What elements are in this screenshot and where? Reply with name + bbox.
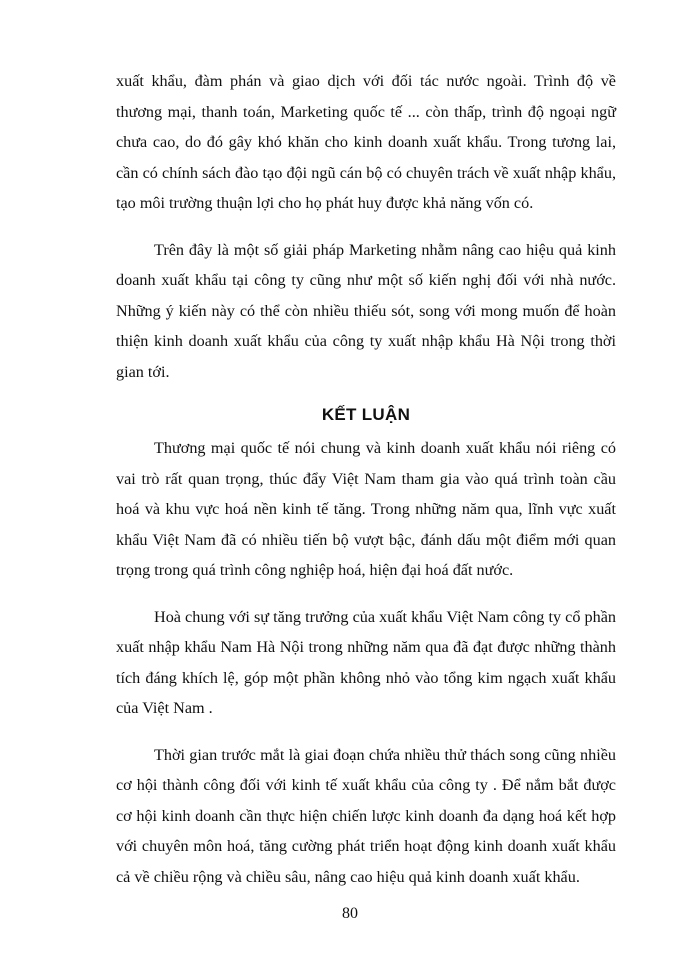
- conclusion-paragraph-3: Thời gian trước mắt là giai đoạn chứa nhiều thử thách song cũng nhiều cơ hội thành công đối với kinh tế xuất khẩu của công ty . Để nắm bắt được cơ hội kinh doanh cần thực hiện chiến lược kinh doanh đa dạng hoá kết hợp với chuyên môn hoá, tăng cường phát triển hoạt động kinh doanh xuất khẩu cả về chiều rộng và chiều sâu, nâng cao hiệu quả kinh doanh xuất khẩu.: [116, 745, 616, 886]
- conclusion-paragraph-2: Hoà chung với sự tăng trưởng của xuất khẩu Việt Nam công ty cổ phần xuất nhập khẩu Nam Hà Nội trong những năm qua đã đạt được những thành tích đáng khích lệ, góp một phần không nhỏ vào tổng kim ngạch xuất khẩu của Việt Nam .: [116, 607, 616, 717]
- continuation-paragraph: xuất khẩu, đàm phán và giao dịch với đối tác nước ngoài. Trình độ về thương mại, thanh toán, Marketing quốc tế ... còn thấp, trình độ ngoại ngữ chưa cao, do đó gây khó khăn cho kinh doanh xuất khẩu. Trong tương lai, cần có chính sách đào tạo đội ngũ cán bộ có chuyên trách về xuất nhập khẩu, tạo môi trường thuận lợi cho họ phát huy được khả năng vốn có.: [116, 72, 616, 212]
- page-body: [116, 66, 616, 908]
- section-heading: KẾT LUẬN: [321, 405, 411, 424]
- conclusion-paragraph-1: Thương mại quốc tế nói chung và kinh doanh xuất khẩu nói riêng có vai trò rất quan trọng, thúc đẩy Việt Nam tham gia vào quá trình toàn cầu hoá và khu vực hoá nền kinh tế tăng. Trong những năm qua, lĩnh vực xuất khẩu Việt Nam đã có nhiều tiến bộ vượt bậc, đánh dấu một điểm mới quan trọng trong quá trình công nghiệp hoá, hiện đại hoá đất nước.: [116, 439, 616, 579]
- summary-paragraph: Trên đây là một số giải pháp Marketing nhằm nâng cao hiệu quả kinh doanh xuất khẩu tại công ty cũng như một số kiến nghị đối với nhà nước. Những ý kiến này có thể còn nhiều thiếu sót, song với mong muốn để hoàn thiện kinh doanh xuất khẩu của công ty xuất nhập khẩu Hà Nội trong thời gian tới.: [116, 240, 616, 381]
- page-number: 80: [342, 905, 358, 922]
